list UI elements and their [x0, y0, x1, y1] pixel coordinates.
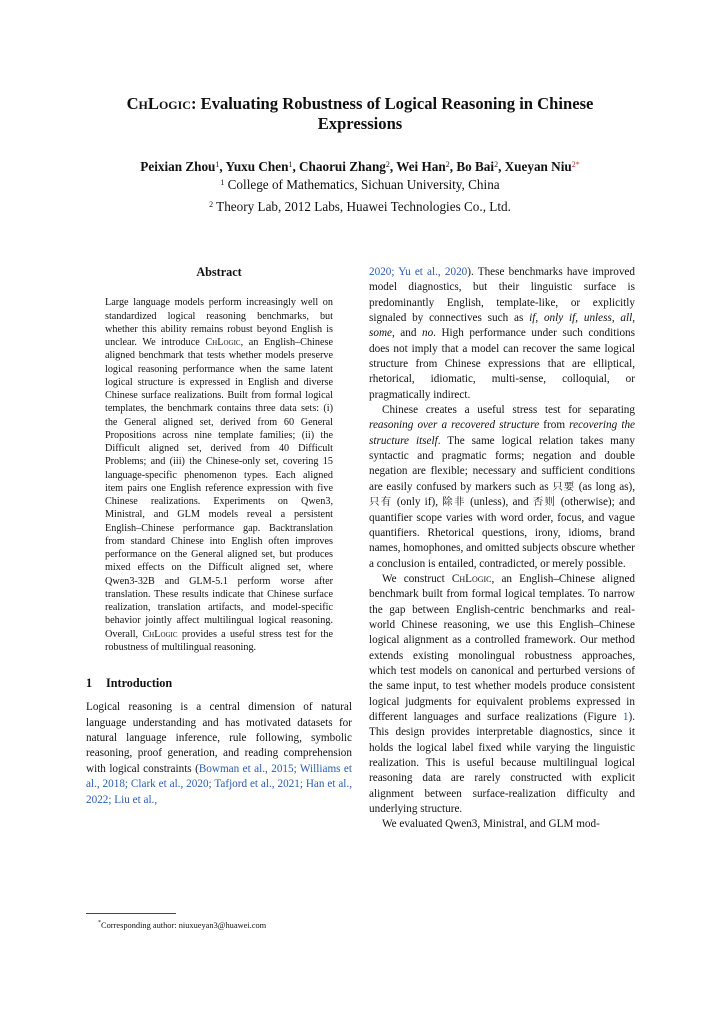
gloss-text: (as long as), — [578, 480, 636, 493]
connective-term: if — [529, 312, 536, 325]
connective-term: no — [421, 327, 434, 340]
body-text: from — [543, 419, 566, 432]
affiliation-2 — [90, 198, 630, 216]
author-sup: 2 — [385, 160, 390, 169]
author-name: Xueyan Niu — [504, 159, 572, 174]
arxiv-stamp — [16, 300, 50, 700]
chinese-marker: 只有 — [369, 496, 393, 509]
body-text: ). This design provides interpretable diagnostics, since it holds the logical label fixed while varying the linguistic realization. This is useful because multilingual logical reasoning data are rarely constructed with explicit alignment between surface-realization difficulty and underlying structure. — [369, 710, 635, 816]
body-text: We evaluated Qwen3, Ministral, and GLM mod- — [382, 818, 600, 831]
connective-term: all — [620, 312, 633, 325]
author-name: Yuxu Chen — [225, 159, 289, 174]
author-sup: 1 — [288, 160, 293, 169]
paper-title — [90, 94, 630, 134]
figure-reference-link[interactable]: 1 — [622, 710, 629, 723]
abstract-body — [86, 296, 352, 654]
body-paragraph: 2020; Yu et al., 2020). These benchmarks have improved model diagnostics, but their linguistic surface is predominantly English, template-like, or explicitly signaled by connectives such as if, only if, unless, all, some, and no. High performance under such conditions does not imply that a model can recover the same logical structure from Chinese expressions that are elliptical, rhetorical, idiomatic, multi-sense, colloquial, or pragmatically indirect. — [369, 266, 636, 401]
affiliation-1 — [90, 176, 630, 194]
title-line-2: Expressions — [317, 114, 403, 133]
author-block — [90, 158, 630, 215]
author-sup: 2 — [494, 160, 499, 169]
body-paragraph — [369, 817, 635, 832]
abstract-benchmark-name: ChLogic — [142, 628, 178, 640]
title-benchmark-name: ChLogic — [126, 94, 191, 113]
emphasis-text: reasoning over a recovered structure — [369, 419, 540, 432]
section-heading-introduction — [86, 676, 352, 691]
chinese-marker: 只要 — [552, 480, 576, 493]
abstract-benchmark-name: ChLogic — [205, 337, 241, 349]
affiliation-text: College of Mathematics, Sichuan University, China — [227, 177, 500, 192]
left-column — [86, 265, 352, 808]
footnote-mark: * — [98, 920, 101, 926]
affiliation-text: Theory Lab, 2012 Labs, Huawei Technologies Co., Ltd. — [216, 198, 511, 214]
abstract-text: , an English–Chinese aligned benchmark that tests whether models preserve logical reasoning performance when the same latent logical structure is expressed in English and diverse Chinese surface realizations. Built from formal logical templates, the benchmark contains three data sets: (i) the General aligned set, derived from 60 General Propositions across nine template families; (ii) the Difficult aligned set, derived from 40 Difficult Problems; and (iii) the Chinese-only set, covering 15 language-specific phenomenon types. Each aligned item pairs one English reference expression with five Chinese realizations. Experiments on Qwen3, Ministral, and GLM models reveal a persistent English–Chinese performance gap. Backtranslation from standard Chinese into English often improves performance on the General aligned set, but produces mixed effects on the Difficult aligned set, where Qwen3-32B and GLM-5.1 perform worse after translation. These results indicate that Chinese surface realization, translation artifacts, and model-specific behavior jointly affect multilingual logical reasoning. Overall, — [105, 337, 333, 640]
body-paragraph — [369, 403, 635, 572]
abstract-text: provides a useful stress test for the robustness of multilingual reasoning. — [105, 628, 333, 653]
emphasis-text: recovering the structure itself — [369, 419, 636, 447]
author-sup: 2 — [445, 160, 450, 169]
body-text: . The same logical relation takes many syntactic and pragmatic forms; negation and double negation are flexible; necessary and sufficient conditions are easily confused by markers such as — [369, 434, 635, 493]
author-name: Wei Han — [396, 159, 446, 174]
gloss-text: (otherwise); and quantifier scope varies with word order, focus, and vague quantifiers. Rhetorical questions, irony, idioms, brand names, homophones, and omitted subjects obscure whether a conclusion is entailed, contradicted, or merely possible. — [369, 496, 636, 570]
gloss-text: (only if), — [396, 496, 439, 509]
chinese-marker: 否则 — [532, 496, 557, 509]
abstract-text: Large language models perform increasingly well on standardized logical reasoning benchmarks, but whether this ability remains robust beyond English is unclear. We introduce — [105, 297, 333, 349]
footnote-rule — [86, 913, 176, 914]
section-number: 1 — [86, 676, 93, 691]
chinese-marker: 除非 — [442, 496, 466, 509]
citation-link[interactable]: Bowman et al., 2015; Williams et al., 2018; Clark et al., 2020; Tafjord et al., 2021; Han et al., 2022; Liu et al., — [86, 762, 352, 806]
title-line-1: : Evaluating Robustness of Logical Reasoning in Chinese — [190, 94, 594, 113]
body-text: , an English–Chinese aligned benchmark built from formal logical templates. To narrow the gap between English-centric benchmarks and real-world Chinese reasoning, we use this English–Chinese logical alignment as a controlled framework. Our method extends existing monolingual robustness approaches, which test models on canonical and perturbed versions of the same input, to test whether models produce consistent logical judgments for equivalent problems expressed in different languages and surface realizations (Figure — [369, 572, 636, 723]
author-sup: 1 — [215, 160, 220, 169]
body-text: We construct — [382, 572, 445, 585]
citation-link[interactable]: 2020; Yu et al., 2020 — [369, 266, 468, 278]
author-name: Bo Bai — [456, 159, 495, 174]
body-text: . High performance under such conditions does not imply that a model can recover the same logical structure from Chinese expressions that are elliptical, rhetorical, idiomatic, multi-sense, colloquial, or pragmatically indirect. — [369, 327, 635, 401]
gloss-text: (unless), and — [470, 496, 529, 509]
author-name: Peixian Zhou — [140, 159, 216, 174]
section-title: Introduction — [106, 676, 173, 691]
body-text: ). These benchmarks have improved model diagnostics, but their linguistic surface is predominantly English, template-like, or explicitly signaled by connectives such as — [369, 266, 635, 325]
intro-text: Logical reasoning is a central dimension of natural language understanding and has motivated datasets for natural language inference, rule following, symbolic reasoning, proof generation, and reading comprehension with logical constraints ( — [86, 701, 352, 775]
connective-term: unless — [583, 312, 612, 325]
footnote-text — [86, 918, 352, 931]
body-text: Chinese creates a useful stress test for separating — [382, 404, 635, 417]
body-paragraph — [369, 572, 635, 818]
corresponding-author-link[interactable]: 2* — [571, 160, 580, 169]
connective-term: some — [369, 327, 392, 340]
footnote — [86, 908, 352, 931]
right-column — [369, 265, 635, 833]
author-name: Chaorui Zhang — [299, 159, 386, 174]
intro-paragraph — [86, 700, 352, 807]
affiliation-sup: 2 — [209, 199, 214, 209]
connective-term: only if — [543, 312, 576, 325]
benchmark-name: ChLogic — [451, 572, 492, 585]
footnote-content: Corresponding author: niuxueyan3@huawei.com — [101, 920, 267, 930]
abstract-paragraph — [105, 296, 333, 654]
affiliation-sup: 1 — [220, 178, 225, 187]
abstract-heading: Abstract — [196, 265, 242, 279]
author-list: Peixian Zhou$^1$, Yuxu Chen$^1$, Chaorui Zhang$^2$, Wei Han$^2$, Bo Bai$^2$, Xueyan Niu$^{2*}$ — [140, 159, 580, 174]
